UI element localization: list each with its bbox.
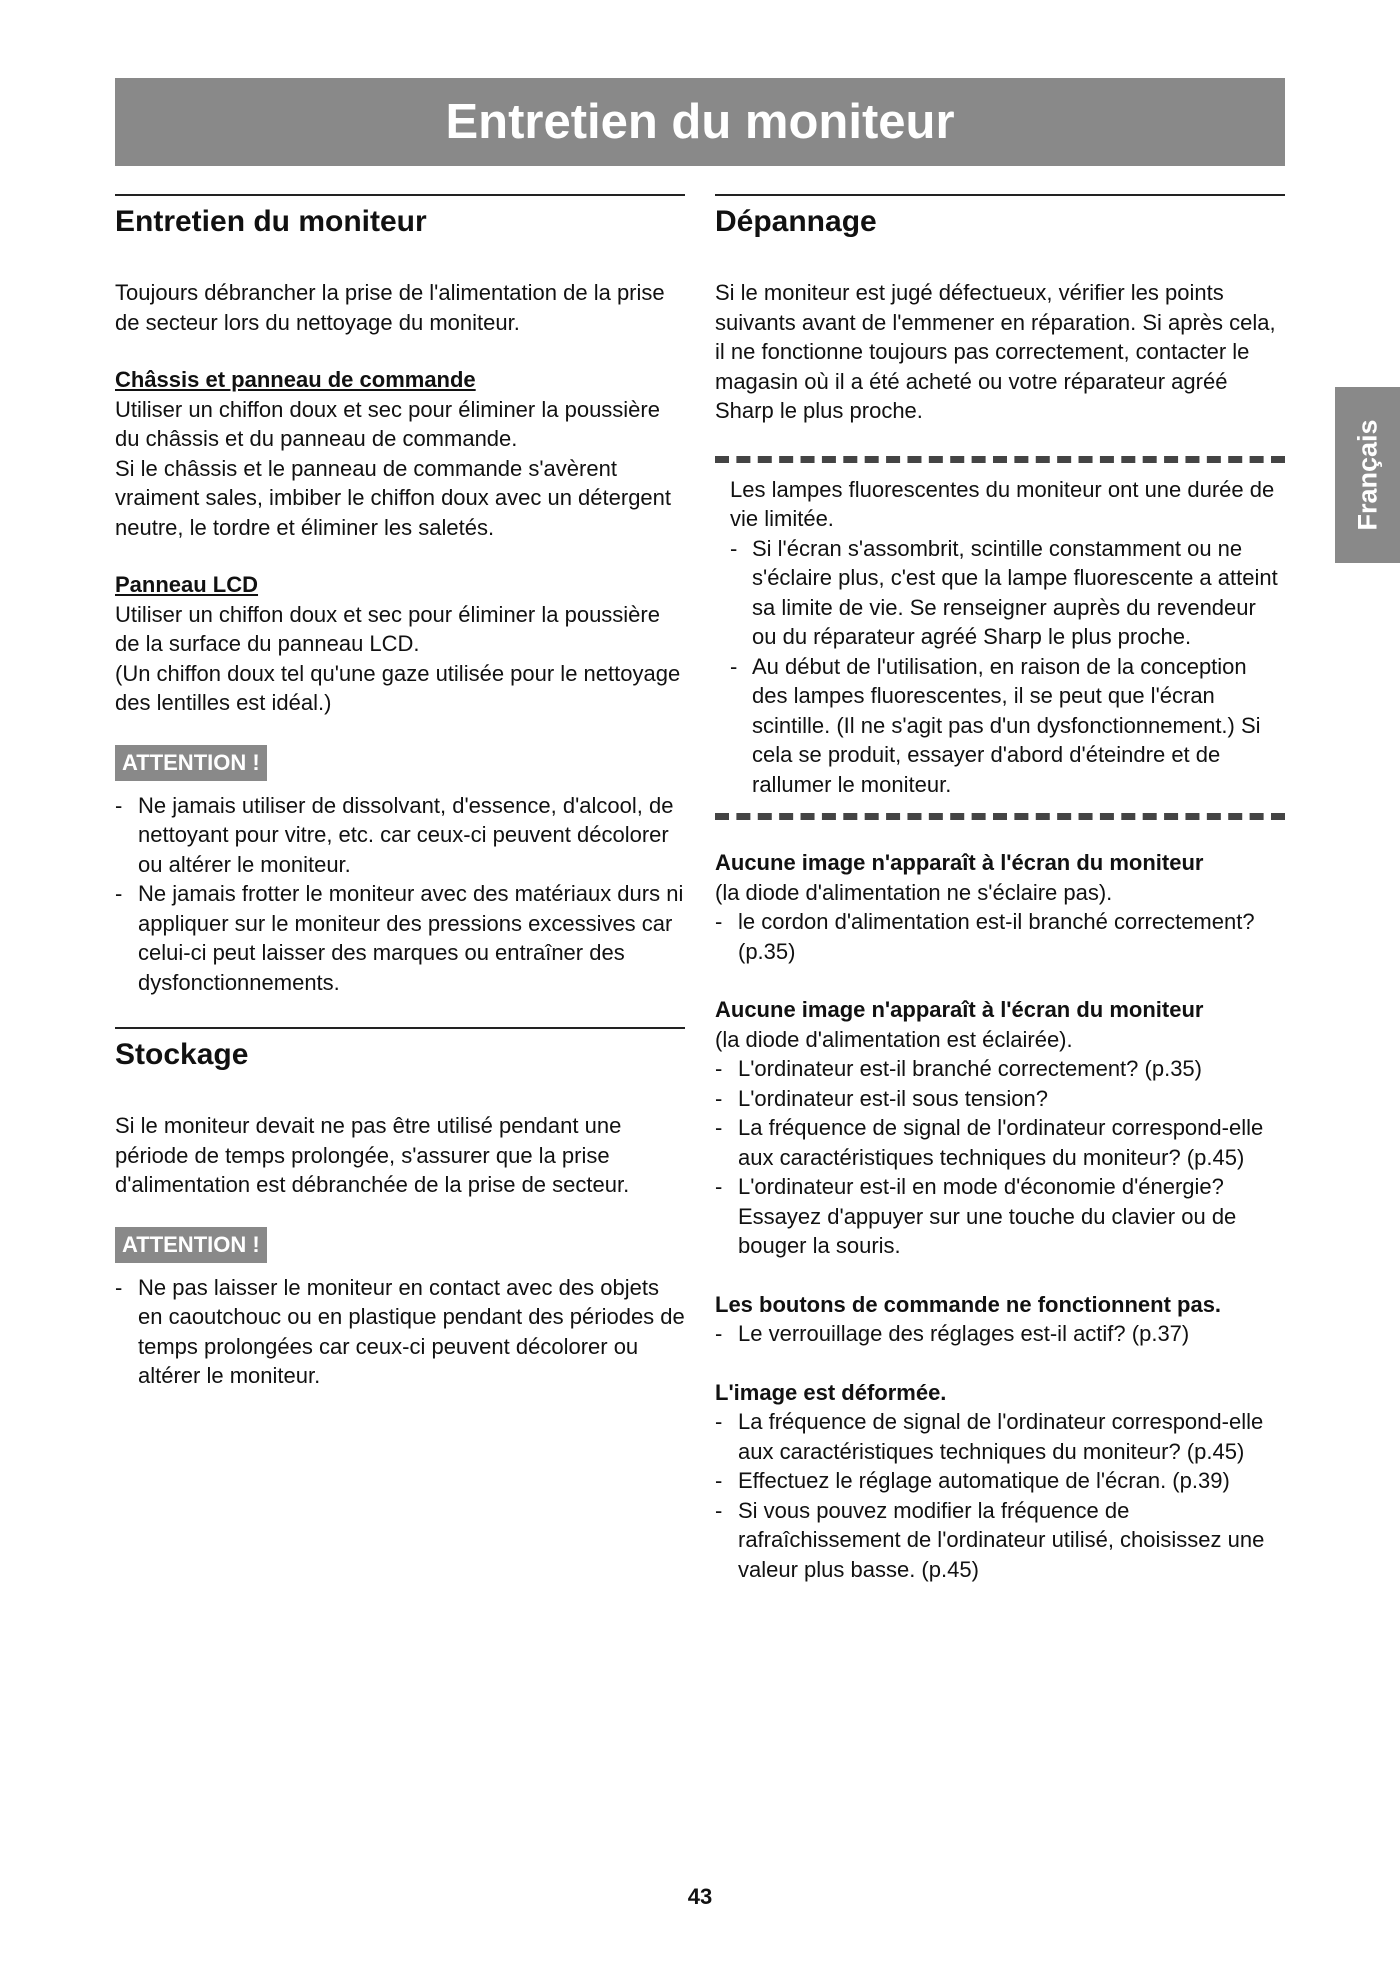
list-item: - Ne pas laisser le moniteur en contact avec des objets en caoutchouc ou en plastique pendant des périodes de temps prolongées car ceux-ci peuvent décolorer ou altérer le moniteur.	[115, 1273, 685, 1391]
list-item: - Ne jamais frotter le moniteur avec des matériaux durs ni appliquer sur le moniteur des pressions excessives car celui-ci peut laisser des marques ou entraîner des dysfonctionnements.	[115, 879, 685, 997]
stockage-paragraph: Si le moniteur devait ne pas être utilisé pendant une période de temps prolongée, s'assurer que la prise d'alimentation est débranchée de la prise de secteur.	[115, 1113, 630, 1197]
depannage-intro: Si le moniteur est jugé défectueux, vérifier les points suivants avant de l'emmener en réparation. Si après cela, il ne fonctionne toujours pas correctement, contacter le magasin où il a été acheté ou votre réparateur agréé Sharp le plus proche.	[715, 280, 1276, 423]
note-text: Les lampes fluorescentes du moniteur ont une durée de vie limitée.	[730, 476, 1275, 531]
list-item: - Effectuez le réglage automatique de l'écran. (p.39)	[715, 1466, 1285, 1496]
list-item: - L'ordinateur est-il sous tension?	[715, 1084, 1285, 1114]
problem-title: Les boutons de commande ne fonctionnent pas.	[715, 1291, 1222, 1317]
list-item: - Ne jamais utiliser de dissolvant, d'essence, d'alcool, de nettoyant pour vitre, etc. car ceux-ci peuvent décolorer ou altérer le moniteur.	[115, 791, 685, 880]
problem-extra-text: Essayez d'appuyer sur une touche du clavier ou de bouger la souris.	[738, 1203, 1237, 1258]
page-number: 43	[687, 1884, 713, 1909]
section-heading-entretien: Entretien du moniteur	[115, 194, 685, 242]
left-column	[115, 194, 685, 1391]
problem-title: Aucune image n'apparaît à l'écran du moniteur	[715, 850, 1204, 875]
chassis-paragraph: Utiliser un chiffon doux et sec pour éliminer la poussière du châssis et du panneau de commande.	[115, 396, 660, 451]
note-list	[730, 534, 1285, 800]
list-item: - La fréquence de signal de l'ordinateur correspond-elle aux caractéristiques techniques du moniteur? (p.45)	[715, 1407, 1285, 1466]
list-item: - La fréquence de signal de l'ordinateur correspond-elle aux caractéristiques techniques du moniteur? (p.45)	[715, 1113, 1285, 1172]
subheading-chassis: Châssis et panneau de commande	[115, 367, 476, 392]
problem-title: L'image est déformée.	[715, 1379, 947, 1405]
subheading-lcd: Panneau LCD	[115, 572, 259, 597]
problem-list	[715, 1054, 1285, 1202]
lcd-paragraph: Utiliser un chiffon doux et sec pour éliminer la poussière de la surface du panneau LCD.	[115, 601, 660, 656]
lcd-paragraph-2: (Un chiffon doux tel qu'une gaze utilisée pour le nettoyage des lentilles est idéal.)	[115, 660, 681, 715]
page-title-banner: Entretien du moniteur	[115, 78, 1285, 166]
attention-badge: ATTENTION !	[115, 745, 267, 781]
list-item: - Si vous pouvez modifier la fréquence de rafraîchissement de l'ordinateur utilisé, choisissez une valeur plus basse. (p.45)	[715, 1496, 1285, 1585]
problem-list	[715, 1407, 1285, 1584]
warning-list	[115, 1273, 685, 1391]
warning-list	[115, 791, 685, 998]
right-column	[715, 194, 1285, 1584]
list-item: - L'ordinateur est-il en mode d'économie d'énergie?	[715, 1172, 1285, 1202]
problem-subtitle: (la diode d'alimentation ne s'éclaire pas).	[715, 879, 1113, 905]
section-heading-depannage: Dépannage	[715, 194, 1285, 242]
language-tab-label: Français	[1352, 419, 1382, 531]
problem-title: Aucune image n'apparaît à l'écran du moniteur	[715, 997, 1204, 1022]
chassis-paragraph-2: Si le châssis et le panneau de commande s'avèrent vraiment sales, imbiber le chiffon doux avec un détergent neutre, le tordre et éliminer les saletés.	[115, 455, 672, 540]
list-item: - Si l'écran s'assombrit, scintille constamment ou ne s'éclaire plus, c'est que la lampe fluorescente a atteint sa limite de vie. Se renseigner auprès du revendeur ou du réparateur agréé Sharp le plus proche.	[730, 534, 1285, 652]
intro-paragraph: Toujours débrancher la prise de l'alimentation de la prise de secteur lors du nettoyage du moniteur.	[115, 280, 665, 335]
problem-subtitle: (la diode d'alimentation est éclairée).	[715, 1026, 1073, 1052]
lamp-note-box	[715, 456, 1285, 821]
language-tab	[1335, 387, 1400, 563]
problem-list	[715, 907, 1285, 966]
list-item: - Au début de l'utilisation, en raison de la conception des lampes fluorescentes, il se peut que l'écran scintille. (Il ne s'agit pas d'un dysfonctionnement.) Si cela se produit, essayer d'abord d'éteindre et de rallumer le moniteur.	[730, 652, 1285, 800]
attention-badge: ATTENTION !	[115, 1227, 267, 1263]
problem-list	[715, 1319, 1285, 1349]
list-item: - L'ordinateur est-il branché correctement? (p.35)	[715, 1054, 1285, 1084]
section-heading-stockage: Stockage	[115, 1027, 685, 1075]
list-item: - Le verrouillage des réglages est-il actif? (p.37)	[715, 1319, 1285, 1349]
list-item: - le cordon d'alimentation est-il branché correctement? (p.35)	[715, 907, 1285, 966]
